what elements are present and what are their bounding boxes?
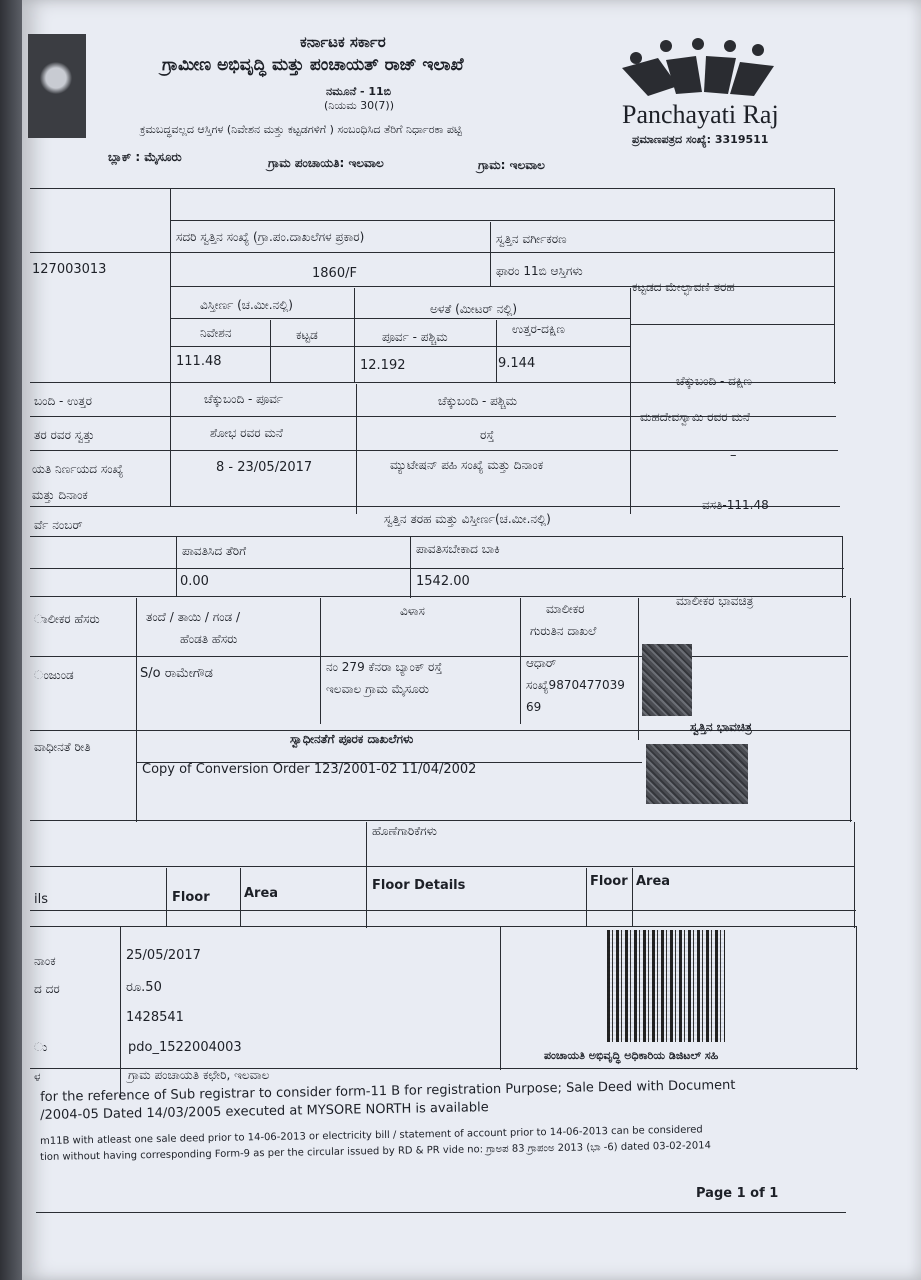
boundary-east-value: ಶೋಭ ರವರ ಮನೆ — [210, 426, 283, 440]
owner-photo — [642, 644, 692, 716]
note-line-3: m11B with atleast one sale deed prior to 14-06-2013 or electricity bill / statement of account prior to 14-06-2013 can be considered — [40, 1124, 703, 1147]
liabilities-label: ಹೊಣೆಗಾರಿಕೆಗಳು — [372, 824, 437, 838]
mutation-value: – — [730, 448, 737, 463]
address-label: ವಿಳಾಸ — [400, 604, 425, 618]
issue-date: 25/05/2017 — [126, 948, 201, 963]
east-west-label: ಪೂರ್ವ - ಪಶ್ಚಿಮ — [382, 330, 448, 344]
floor-label-2: Floor — [590, 874, 628, 889]
area-label: ವಿಸ್ತೀರ್ಣ (ಚ.ಮೀ.ನಲ್ಲಿ) — [200, 298, 293, 312]
site-label: ನಿವೇಶನ — [200, 326, 232, 340]
left-id: 127003013 — [32, 262, 107, 277]
owner-id-1: ಆಧಾರ್ — [526, 656, 557, 670]
owner-id-2: ಸಂಖ್ಯೆ9870477039 — [526, 678, 625, 692]
gram-panchayat: ಗ್ರಾಮ ಪಂಚಾಯತಿ: ಇಲವಾಲ — [268, 156, 384, 170]
tax-paid-value: 0.00 — [180, 574, 209, 589]
owner-address-2: ಇಲವಾಲ ಗ್ರಾಮ ಮೈಸೂರು — [326, 682, 429, 696]
digital-signature-label: ಪಂಚಾಯತಿ ಅಭಿವೃದ್ಧಿ ಅಧಿಕಾರಿಯ ಡಿಜಿಟಲ್ ಸಹಿ — [544, 1049, 719, 1062]
roof-type-label: ಕಟ್ಟಡದ ಮೇಲ್ಛಾವಣಿ ತರಹ — [632, 280, 735, 294]
property-id-label: ಸದರಿ ಸ್ವತ್ತಿನ ಸಂಖ್ಯೆ (ಗ್ರಾ.ಪಂ.ದಾಖಲೆಗಳ ಪ್ರಕಾರ) — [176, 230, 365, 244]
form-number: ನಮೂನೆ - 11ಬಿ — [326, 85, 392, 98]
property-type-label: ಸ್ವತ್ತಿನ ತರಹ ಮತ್ತು ವಿಸ್ತೀರ್ಣ(ಚ.ಮೀ.ನಲ್ಲಿ) — [384, 512, 551, 526]
fee-value: ರೂ.50 — [126, 980, 162, 995]
boundary-west-label: ಚೆಕ್ಕುಬಂದಿ - ಪಶ್ಚಿಮ — [438, 394, 518, 408]
mutation-label: ಮ್ಯುಟೇಷನ್ ಪಹಿ ಸಂಖ್ಯೆ ಮತ್ತು ದಿನಾಂಕ — [390, 458, 544, 472]
north-south-value: 9.144 — [498, 356, 536, 371]
building-label: ಕಟ್ಟಡ — [296, 328, 318, 342]
block-name: ಬ್ಲಾಕ್ : ಮೈಸೂರು — [108, 150, 182, 164]
owner-id-label-2: ಗುರುತಿನ ದಾಖಲೆ — [530, 624, 597, 638]
site-area-value: 111.48 — [176, 354, 222, 369]
office-name: ಗ್ರಾಮ ಪಂಚಾಯತಿ ಕಛೇರಿ, ಇಲವಾಲ — [128, 1068, 270, 1082]
owner-name: ಂಜುಂಡ — [34, 668, 74, 682]
details-label: ils — [34, 892, 48, 907]
owner-address-1: ನಂ 279 ಕೆನರಾ ಬ್ಯಾಂಕ್ ರಸ್ತೆ — [326, 660, 443, 674]
floor-label: Floor — [172, 890, 210, 905]
boundary-south-label: ಚೆಕ್ಕುಬಂದಿ - ದಕ್ಷಿಣ — [676, 374, 752, 388]
qr-code-icon — [607, 930, 725, 1042]
owner-id-3: 69 — [526, 700, 542, 714]
owner-photo-label: ಮಾಲೀಕರ ಭಾವಚಿತ್ರ — [676, 594, 754, 608]
north-south-label: ಉತ್ತರ-ದಕ್ಷಿಣ — [512, 322, 565, 336]
owner-id-label-1: ಮಾಲೀಕರ — [546, 602, 585, 616]
row4-label: ಳ — [34, 1070, 41, 1084]
property-id-value: 1860/F — [312, 266, 357, 281]
decision-date-label: ಮತ್ತು ದಿನಾಂಕ — [32, 488, 88, 502]
property-photo-label: ಸ್ವತ್ತಿನ ಭಾವಚಿತ್ರ — [690, 720, 752, 734]
boundary-east-label: ಚೆಕ್ಕುಬಂದಿ - ಪೂರ್ವ — [204, 392, 284, 406]
issue-date-label: ನಾಂಕ — [34, 954, 56, 968]
govt-title: ಕರ್ನಾಟಕ ಸರ್ಕಾರ — [300, 33, 386, 51]
rule-number: (ನಿಯಮ 30(7)) — [324, 99, 395, 112]
property-photo — [646, 744, 748, 804]
state-emblem — [28, 34, 86, 138]
relation-label-1: ತಂದೆ / ತಾಯಿ / ಗಂಡ / — [146, 610, 241, 624]
floor-details-label: Floor Details — [372, 878, 466, 893]
village-name: ಗ್ರಾಮ: ಇಲವಾಲ — [478, 158, 545, 172]
ownership-docs-value: Copy of Conversion Order 123/2001-02 11/04/2002 — [142, 762, 477, 777]
boundary-north-value: ತರ ರವರ ಸ್ವತ್ತು — [34, 428, 95, 442]
note-line-1: for the reference of Sub registrar to consider form-11 B for registration Purpose; Sale Deed with Document — [40, 1077, 736, 1105]
owner-relation: S/o ರಾಮೇಗೌಡ — [140, 666, 213, 681]
receipt-number: 1428541 — [126, 1010, 184, 1025]
decision-value: 8 - 23/05/2017 — [216, 460, 313, 475]
row3-label: ು — [34, 1040, 48, 1054]
note-line-4: tion without having corresponding Form-9 as per the circular issued by RD & PR vide no: ಗ್ರಾಅಪ 83 ಗ್ರಾಪಂಅ 2013 (ಭಾ -6) dated 03-02-2014 — [40, 1140, 712, 1163]
property-class-value: ಫಾರಂ 11ಬಿ ಆಸ್ತಿಗಳು — [496, 264, 583, 278]
property-type-value: ವಸತಿ-111.48 — [702, 498, 769, 512]
decision-label: ಯತಿ ನಿರ್ಣಯದ ಸಂಖ್ಯೆ — [32, 462, 124, 476]
ownership-docs-label: ಸ್ವಾಧೀನತೆಗೆ ಪೂರಕ ದಾಖಲೆಗಳು — [290, 732, 414, 746]
boundary-west-value: ರಸ್ತೆ — [480, 428, 495, 442]
form-subtitle: ಕ್ರಮಬದ್ಧವಲ್ಲದ ಆಸ್ತಿಗಳ (ನಿವೇಶನ ಮತ್ತು ಕಟ್ಟಡಗಳಿಗೆ ) ಸಂಬಂಧಿಸಿದ ತೆರಿಗೆ ನಿರ್ಧಾರಕಾ ಪಟ್ಟಿ — [140, 123, 462, 136]
relation-label-2: ಹೆಂಡತಿ ಹೆಸರು — [180, 632, 238, 646]
dimension-label: ಅಳತೆ (ಮೀಟರ್ ನಲ್ಲಿ) — [430, 302, 518, 316]
pdo-id: pdo_1522004003 — [128, 1040, 242, 1055]
certificate-number: ಪ್ರಮಾಣಪತ್ರದ ಸಂಖ್ಯೆ: 3319511 — [632, 133, 769, 146]
dept-title: ಗ್ರಾಮೀಣ ಅಭಿವೃದ್ಧಿ ಮತ್ತು ಪಂಚಾಯತ್ ರಾಜ್ ಇಲಾಖೆ — [162, 55, 464, 75]
page-number: Page 1 of 1 — [696, 1186, 779, 1201]
area-label-2: Area — [636, 874, 671, 889]
ownership-type-label: ವಾಧೀನತೆ ರೀತಿ — [34, 740, 91, 754]
owner-name-label: ಾಲೀಕರ ಹೆಸರು — [34, 612, 100, 626]
note-line-2: /2004-05 Dated 14/03/2005 executed at MYSORE NORTH is available — [40, 1100, 489, 1123]
area-label-liab: Area — [244, 886, 279, 901]
bottom-rule — [36, 1212, 846, 1213]
panchayati-raj-logo-icon — [618, 36, 778, 106]
tax-due-value: 1542.00 — [416, 574, 470, 589]
property-class-label: ಸ್ವತ್ತಿನ ವರ್ಗೀಕರಣ — [496, 232, 567, 246]
fee-label: ದ ದರ — [34, 982, 60, 996]
boundary-south-value: ಮಹದೇವಸ್ವಾಮಿ ರವರ ಮನೆ — [640, 410, 750, 424]
survey-number-label: ರ್ವೆ ನಂಬರ್ — [34, 518, 83, 532]
east-west-value: 12.192 — [360, 358, 406, 373]
tax-due-label: ಪಾವತಿಸಬೇಕಾದ ಬಾಕಿ — [416, 542, 500, 556]
tax-paid-label: ಪಾವತಿಸಿದ ತೆರಿಗೆ — [182, 544, 247, 558]
boundary-north-label: ಬಂದಿ - ಉತ್ತರ — [34, 394, 92, 408]
panchayati-raj-text: Panchayati Raj — [622, 100, 779, 129]
